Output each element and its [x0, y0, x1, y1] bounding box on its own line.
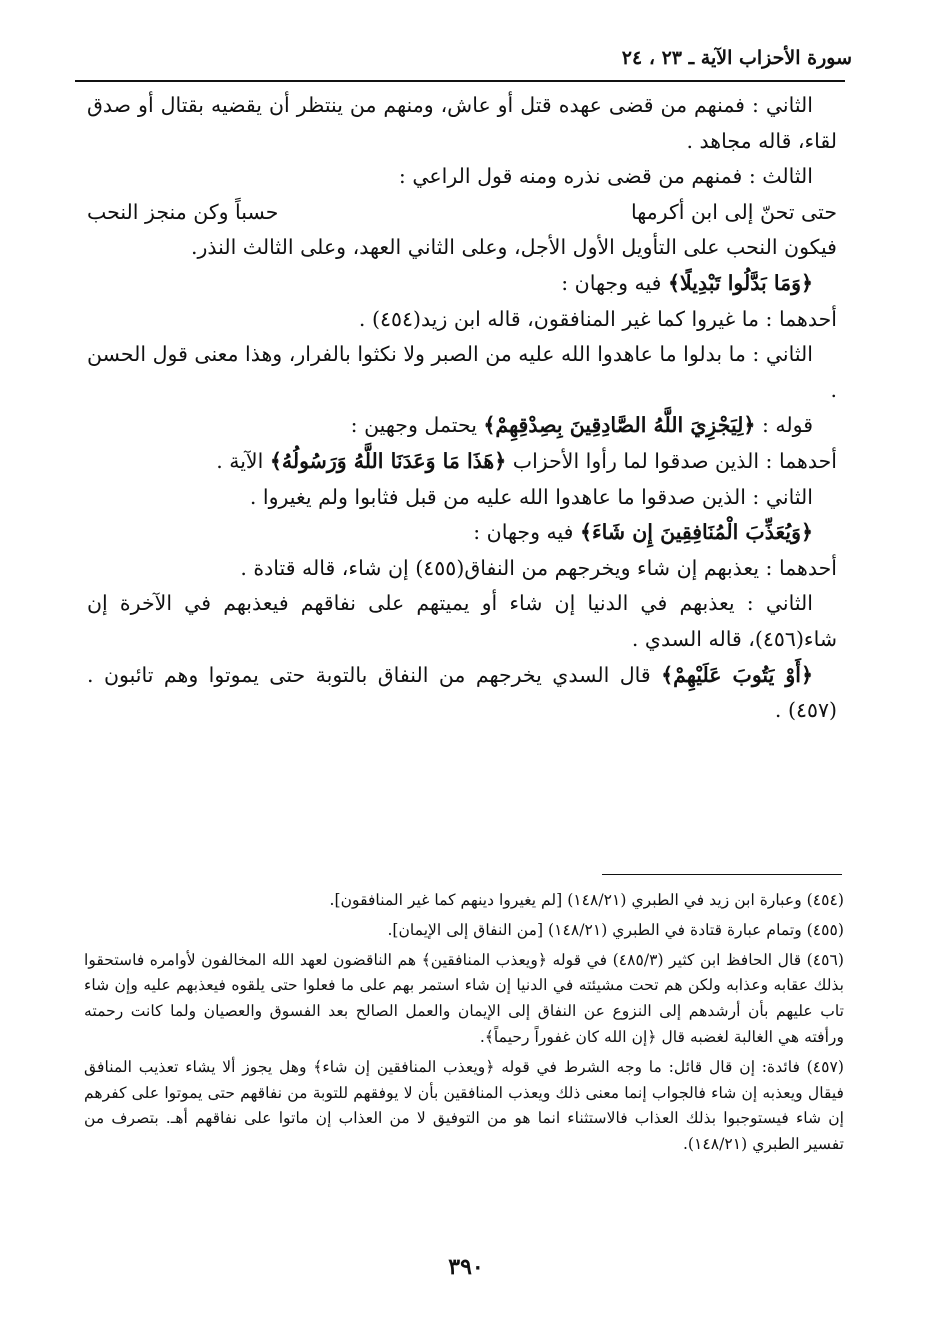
footnote-457: (٤٥٧) فائدة: إن قال قائل: ما وجه الشرط في قوله ﴿ويعذب المنافقين إن شاء﴾ وهل يجوز ألا يشاء تعذيب المنافق فيقال ويعذبه إن شاء فالجواب إنما معنى ذلك ويعذب المنافقين بأن لا يوفقهم للتوبة من نفاقهم حتى يموتوا على كفرهم إن شاء فيستوجبوا بذلك العذاب فالاستثناء انما هو من التوفيق لا من العذاب إن ماتوا على نفاقهم أهـ. بتصرف من تفسير الطبري (١٤٨/٢١). [84, 1057, 844, 1154]
paragraph-second-opinion-1: الثاني : فمنهم من قضى عهده قتل أو عاش، ومنهم من ينتظر أن يقضيه بقتال أو صدق لقاء، قاله مجاهد . [87, 93, 837, 153]
quran-quote: ﴿وَيُعَذِّبَ الْمُنَافِقِينَ إِن شَاءَ﴾ [580, 520, 813, 545]
verse-first-hemistich: حتى تحنّ إلى ابن أكرمها [630, 199, 837, 224]
paragraph-text: قال السدي يخرجهم من النفاق بالتوبة حتى يموتوا وهم تائبون . (٤٥٧) . [87, 662, 837, 723]
page-number: ٣٩٠ [448, 1254, 484, 1280]
paragraph-aw-yatuba [87, 658, 837, 729]
paragraph-second-aspect-1: الثاني : ما بدلوا ما عاهدوا الله عليه من الصبر ولا نكثوا بالفرار، وهذا معنى قول الحسن . [87, 342, 837, 402]
poetry-verse [87, 195, 837, 231]
quran-quote: ﴿أَوْ يَتُوبَ عَلَيْهِمْ﴾ [661, 662, 813, 687]
running-header: سورة الأحزاب الآية ـ ٢٣ ، ٢٤ [621, 47, 852, 69]
paragraph-text: فيه وجهان : [473, 520, 580, 545]
paragraph-wa-yuadhdhiba [87, 515, 837, 551]
quran-quote: ﴿وَمَا بَدَّلُوا تَبْدِيلًا﴾ [667, 270, 813, 295]
paragraph-lead: قوله : [755, 413, 813, 438]
paragraph-li-yajziya [87, 408, 837, 444]
verse-second-hemistich: حسباً وكن منجز النحب [87, 199, 279, 224]
quran-quote: ﴿لِيَجْزِيَ اللَّهُ الصَّادِقِينَ بِصِدْقِهِمْ﴾ [483, 413, 756, 438]
footnote-separator [602, 874, 842, 875]
footnote-454: (٤٥٤) وعبارة ابن زيد في الطبري (١٤٨/٢١) [لم يغيروا دينهم كما غير المنافقون]. [329, 891, 844, 909]
paragraph-third-opinion: الثالث : فمنهم من قضى نذره ومنه قول الراعي : [398, 164, 813, 189]
footnote-455: (٤٥٥) وتمام عبارة قتادة في الطبري (١٤٨/٢١) [من النفاق إلى الإيمان]. [387, 920, 844, 939]
paragraph-second-aspect-3: الثاني : يعذبهم في الدنيا إن شاء أو يميتهم على نفاقهم فيعذبهم في الآخرة إن شاء(٤٥٦)، قاله السدي . [87, 591, 837, 651]
paragraph-text: الآية . [216, 448, 270, 473]
footnotes [84, 888, 844, 1162]
paragraph-text: يحتمل وجهين : [350, 413, 484, 438]
footnote-456: (٤٥٦) قال الحافظ ابن كثير (٤٨٥/٣) في قوله ﴿ويعذب المنافقين﴾ هم الناقضون لعهد الله المخالفون لأوامره فاستحقوا بذلك عقابه وعذابه ولكن هم تحت مشيئته في الدنيا إن شاء استمر بهم على ما فعلوا حتى يلقوه فيعذبهم عليه وإن شاء تاب عليهم بأن أرشدهم إلى النزوع عن النفاق إلى الإيمان والعمل الصالح بعد الفسوق والعصيان ولما كانت رحمته ورأفته هي الغالبة لغضبه قال ﴿إن الله كان غفوراً رحيماً﴾. [84, 950, 844, 1046]
paragraph-first-aspect-1: أحدهما : ما غيروا كما غير المنافقون، قاله ابن زيد(٤٥٤) . [358, 306, 837, 331]
paragraph-text: فيه وجهان : [561, 270, 668, 295]
paragraph-first-aspect-2 [87, 444, 837, 480]
paragraph-second-aspect-2: الثاني : الذين صدقوا ما عاهدوا الله عليه من قبل فثابوا ولم يغيروا . [249, 484, 813, 509]
paragraph-first-aspect-3: أحدهما : يعذبهم إن شاء ويخرجهم من النفاق(٤٥٥) إن شاء، قاله قتادة . [240, 555, 837, 580]
quran-quote: ﴿هَذَا مَا وَعَدَنَا اللَّهُ وَرَسُولُهُ﴾ [269, 448, 507, 473]
paragraph-lead: أحدهما : الذين صدقوا لما رأوا الأحزاب [506, 448, 837, 473]
paragraph-wa-ma-baddalu [87, 266, 837, 302]
paragraph-nahb-meanings: فيكون النحب على التأويل الأول الأجل، وعلى الثاني العهد، وعلى الثالث النذر. [190, 235, 837, 260]
header-rule [75, 80, 845, 82]
main-text [87, 88, 837, 729]
